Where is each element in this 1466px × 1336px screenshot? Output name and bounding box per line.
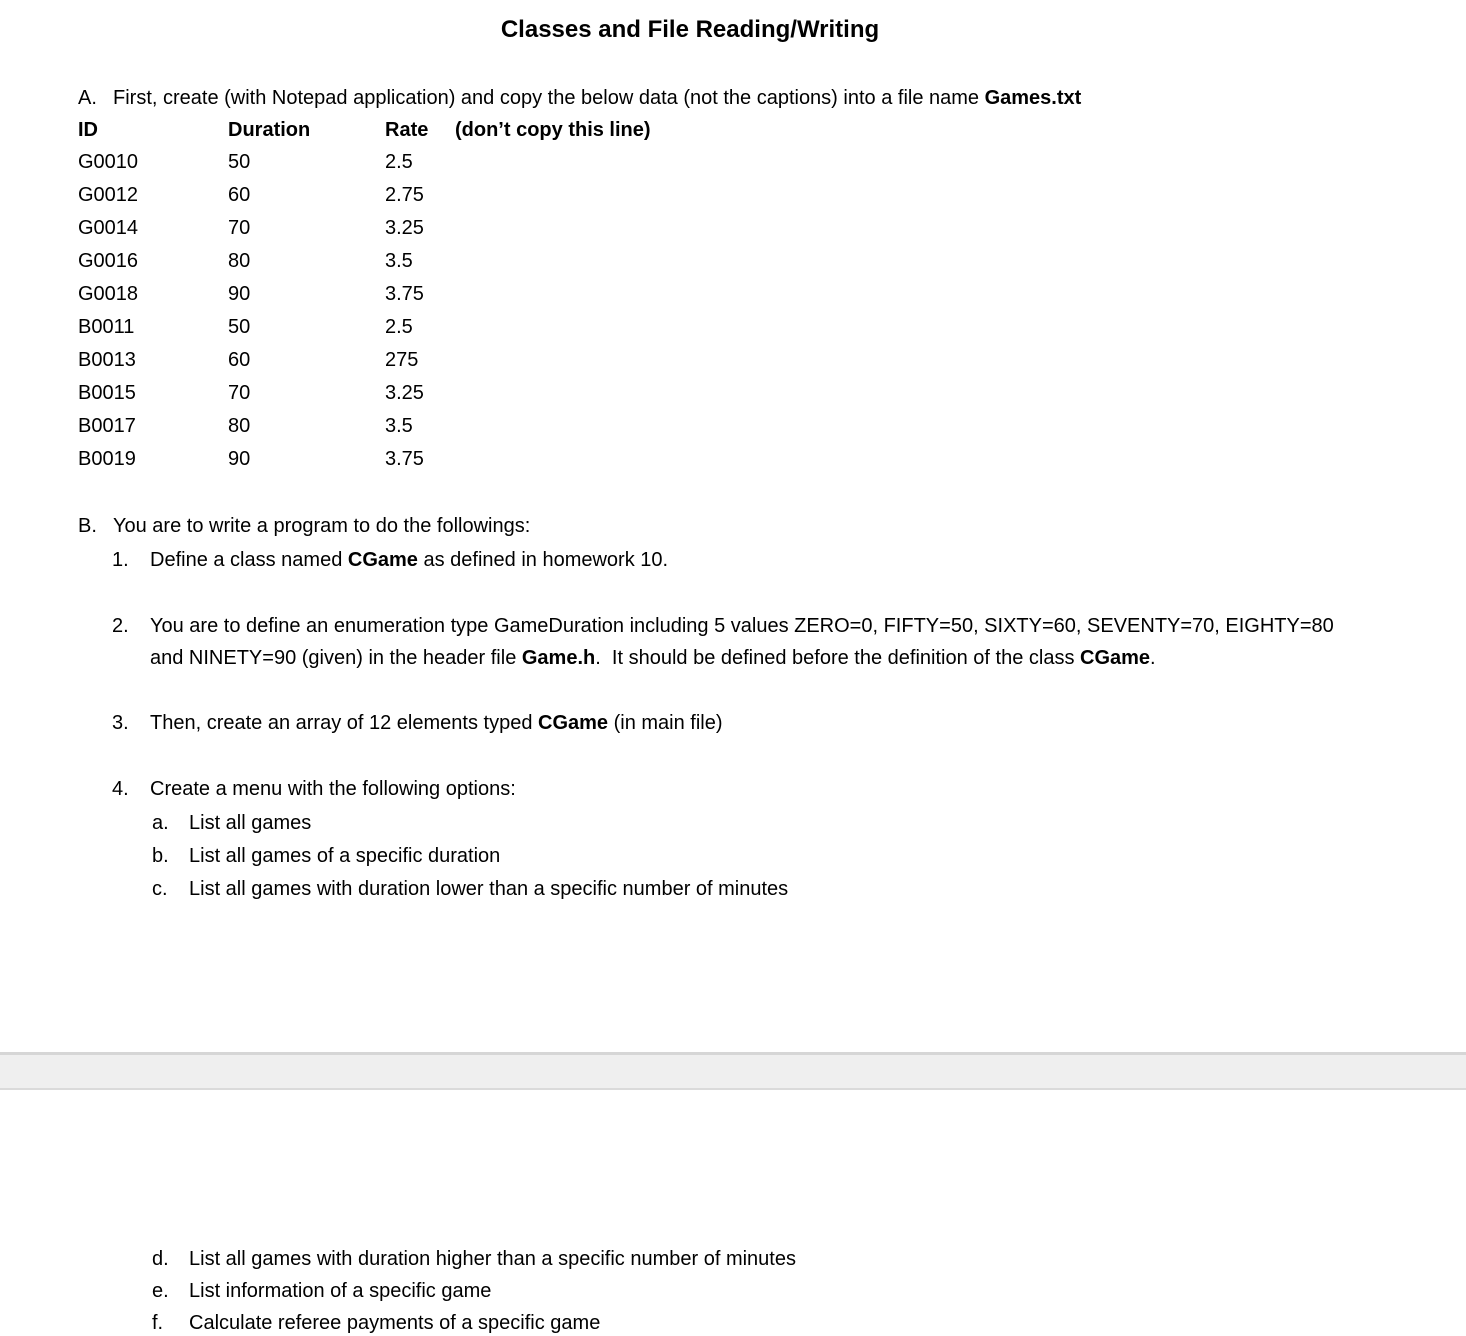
cell-rate: 3.5 [385,250,413,272]
option-letter: a. [152,812,169,834]
table-row [0,443,455,476]
section-b-line [78,513,530,539]
list-item-3 [112,710,723,736]
table-caption: (don’t copy this line) [455,119,651,141]
list-item-2-line-1 [112,613,1334,639]
option-text: List all games of a specific duration [189,845,501,867]
item-2-text-line-2: and NINETY=90 (given) in the header file Game.h. It should be defined before the definition of the class CGame. [150,647,1156,669]
column-header-duration: Duration [228,119,311,141]
games-table-header [0,114,651,147]
table-row [0,344,455,377]
item-3-number: 3. [112,712,129,734]
cell-rate: 3.5 [385,415,413,437]
menu-option-c [152,876,788,902]
cell-duration: 60 [228,349,251,371]
option-text: Calculate referee payments of a specific game [189,1312,601,1334]
option-letter: c. [152,878,168,900]
item-2-number: 2. [112,615,129,637]
cell-duration: 80 [228,250,251,272]
cell-duration: 90 [228,448,251,470]
table-row [0,245,455,278]
option-text: List all games with duration higher than a specific number of minutes [189,1248,796,1270]
item-4-text: Create a menu with the following options: [150,778,516,800]
option-letter: e. [152,1280,169,1302]
section-a-line [78,85,1081,111]
cell-duration: 50 [228,151,251,173]
cell-id: G0010 [78,151,139,173]
menu-option-f [152,1310,600,1336]
games-table-body [0,146,455,476]
table-row [0,212,455,245]
table-row [0,179,455,212]
item-3-text: Then, create an array of 12 elements typed CGame (in main file) [150,712,723,734]
cell-id: G0016 [78,250,139,272]
column-header-id: ID [78,119,98,141]
cell-rate: 3.25 [385,382,424,404]
cell-duration: 50 [228,316,251,338]
item-4-number: 4. [112,778,129,800]
cell-rate: 3.25 [385,217,424,239]
option-letter: d. [152,1248,169,1270]
cell-id: G0018 [78,283,139,305]
menu-option-d [152,1246,796,1272]
list-item-1 [112,547,668,573]
cell-duration: 70 [228,382,251,404]
cell-id: G0012 [78,184,139,206]
cell-id: B0019 [78,448,136,470]
table-row [0,410,455,443]
cell-id: G0014 [78,217,139,239]
option-letter: f. [152,1312,164,1334]
cell-duration: 80 [228,415,251,437]
cell-rate: 2.75 [385,184,424,206]
cell-id: B0015 [78,382,136,404]
menu-option-e [152,1278,491,1304]
cell-id: B0017 [78,415,136,437]
item-1-number: 1. [112,549,129,571]
page-break-separator [0,1052,1466,1090]
section-b-text: You are to write a program to do the followings: [113,515,531,537]
option-text: List all games [189,812,312,834]
item-2-text-line-1: You are to define an enumeration type GameDuration including 5 values ZERO=0, FIFTY=50, SIXTY=60, SEVENTY=70, EIGHTY=80 [150,615,1334,637]
menu-option-b [152,843,500,869]
table-row [0,311,455,344]
table-row [0,146,455,179]
cell-rate: 2.5 [385,151,413,173]
cell-rate: 3.75 [385,283,424,305]
cell-duration: 60 [228,184,251,206]
item-1-text: Define a class named CGame as defined in homework 10. [150,549,669,571]
column-header-rate: Rate [385,119,429,141]
cell-id: B0011 [78,316,135,338]
list-item-2-line-2 [150,645,1156,671]
section-a-marker: A. [78,87,97,109]
cell-rate: 2.5 [385,316,413,338]
document-title: Classes and File Reading/Writing [500,16,880,43]
list-item-4 [112,776,516,802]
section-a-text: First, create (with Notepad application) and copy the below data (not the captions) into a file name Games.txt [113,87,1082,109]
menu-option-a [152,810,311,836]
option-letter: b. [152,845,169,867]
option-text: List information of a specific game [189,1280,492,1302]
option-text: List all games with duration lower than a specific number of minutes [189,878,789,900]
cell-duration: 90 [228,283,251,305]
table-row [0,377,455,410]
cell-duration: 70 [228,217,251,239]
cell-rate: 275 [385,349,419,371]
table-row [0,278,455,311]
cell-rate: 3.75 [385,448,424,470]
cell-id: B0013 [78,349,136,371]
section-b-marker: B. [78,515,97,537]
